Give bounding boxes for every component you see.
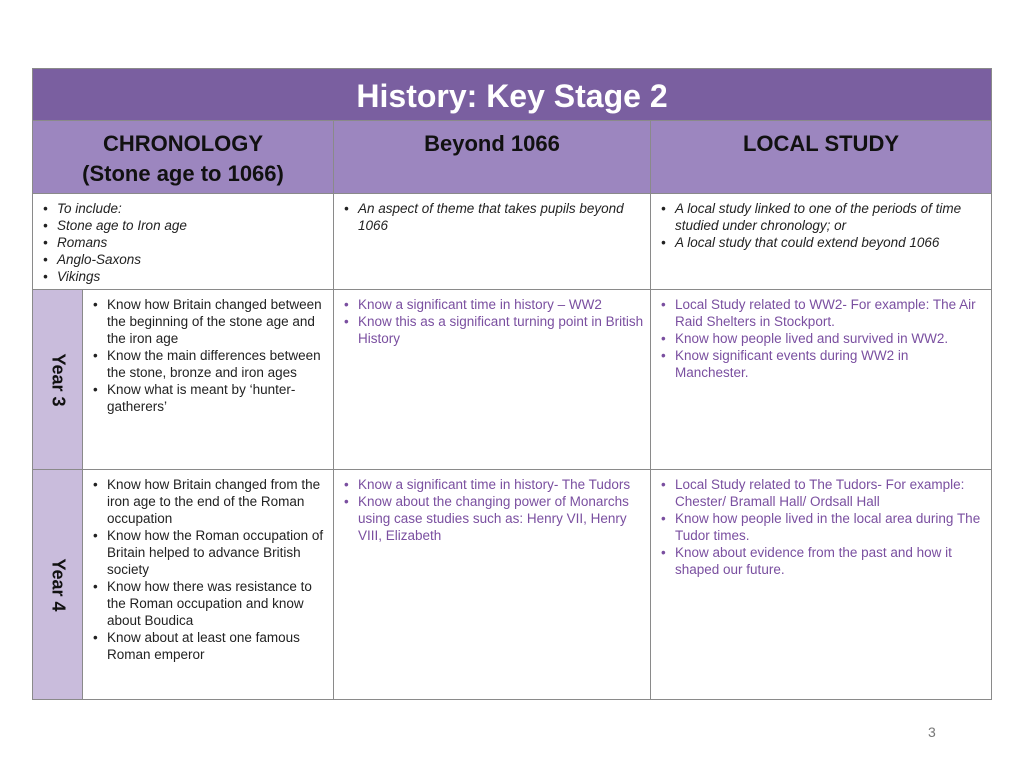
year3-local-cell (651, 289, 991, 469)
overview-local-cell (651, 193, 991, 289)
year3-label-cell (33, 289, 83, 469)
list-item: • Know a significant time in history – WW2 (340, 296, 644, 313)
overview-beyond-list (340, 200, 644, 234)
year4-label-cell (33, 469, 83, 699)
year4-local-cell (651, 469, 991, 699)
list-item: • Know the main differences between the stone, bronze and iron ages (89, 347, 327, 381)
list-item: • Know about the changing power of Monarchs using case studies such as: Henry VII, Henry VIII, Elizabeth (340, 493, 644, 544)
list-item: • Know about at least one famous Roman emperor (89, 629, 327, 663)
header-chronology-line1: CHRONOLOGY (102, 131, 264, 156)
overview-local-list (657, 200, 985, 251)
page-number: 3 (928, 724, 936, 740)
list-item: • Know how people lived and survived in WW2. (657, 330, 985, 347)
list-item: • Know how Britain changed between the beginning of the stone age and the iron age (89, 296, 327, 347)
year3-label: Year 3 (48, 352, 68, 407)
year4-chronology-cell (83, 469, 334, 699)
list-item: • Vikings (39, 268, 327, 285)
list-item: • To include: (39, 200, 327, 217)
list-item: • Know this as a significant turning point in British History (340, 313, 644, 347)
header-local-study (651, 121, 991, 193)
year4-label: Year 4 (48, 557, 68, 612)
header-chronology (33, 121, 334, 193)
year3-beyond-list (340, 296, 644, 347)
list-item: • Know about evidence from the past and how it shaped our future. (657, 544, 985, 578)
header-beyond-label: Beyond 1066 (424, 131, 560, 156)
header-beyond-1066 (334, 121, 651, 193)
overview-beyond-cell (334, 193, 651, 289)
list-item: • Know significant events during WW2 in Manchester. (657, 347, 985, 381)
list-item: • Anglo-Saxons (39, 251, 327, 268)
overview-chronology-cell (33, 193, 334, 289)
list-item: • Romans (39, 234, 327, 251)
year3-beyond-cell (334, 289, 651, 469)
list-item: • Know how Britain changed from the iron age to the end of the Roman occupation (89, 476, 327, 527)
list-item: • A local study that could extend beyond 1066 (657, 234, 985, 251)
list-item: • Know what is meant by ‘hunter-gatherers’ (89, 381, 327, 415)
curriculum-table (32, 68, 992, 700)
list-item: • Local Study related to WW2- For example: The Air Raid Shelters in Stockport. (657, 296, 985, 330)
header-chronology-line2: (Stone age to 1066) (82, 161, 284, 186)
list-item: • Local Study related to The Tudors- For example: Chester/ Bramall Hall/ Ordsall Hall (657, 476, 985, 510)
list-item: • Know how people lived in the local area during The Tudor times. (657, 510, 985, 544)
year3-local-list (657, 296, 985, 381)
year3-chronology-cell (83, 289, 334, 469)
list-item: • Know how the Roman occupation of Britain helped to advance British society (89, 527, 327, 578)
list-item: • A local study linked to one of the periods of time studied under chronology; or (657, 200, 985, 234)
table-title: History: Key Stage 2 (33, 69, 991, 121)
list-item: • Know a significant time in history- The Tudors (340, 476, 644, 493)
year4-local-list (657, 476, 985, 578)
year4-chronology-list (89, 476, 327, 663)
header-local-label: LOCAL STUDY (742, 131, 900, 156)
year4-beyond-cell (334, 469, 651, 699)
list-item: • Know how there was resistance to the Roman occupation and know about Boudica (89, 578, 327, 629)
list-item: • Stone age to Iron age (39, 217, 327, 234)
list-item: • An aspect of theme that takes pupils beyond 1066 (340, 200, 644, 234)
overview-chronology-list (39, 200, 327, 285)
year4-beyond-list (340, 476, 644, 544)
year3-chronology-list (89, 296, 327, 415)
